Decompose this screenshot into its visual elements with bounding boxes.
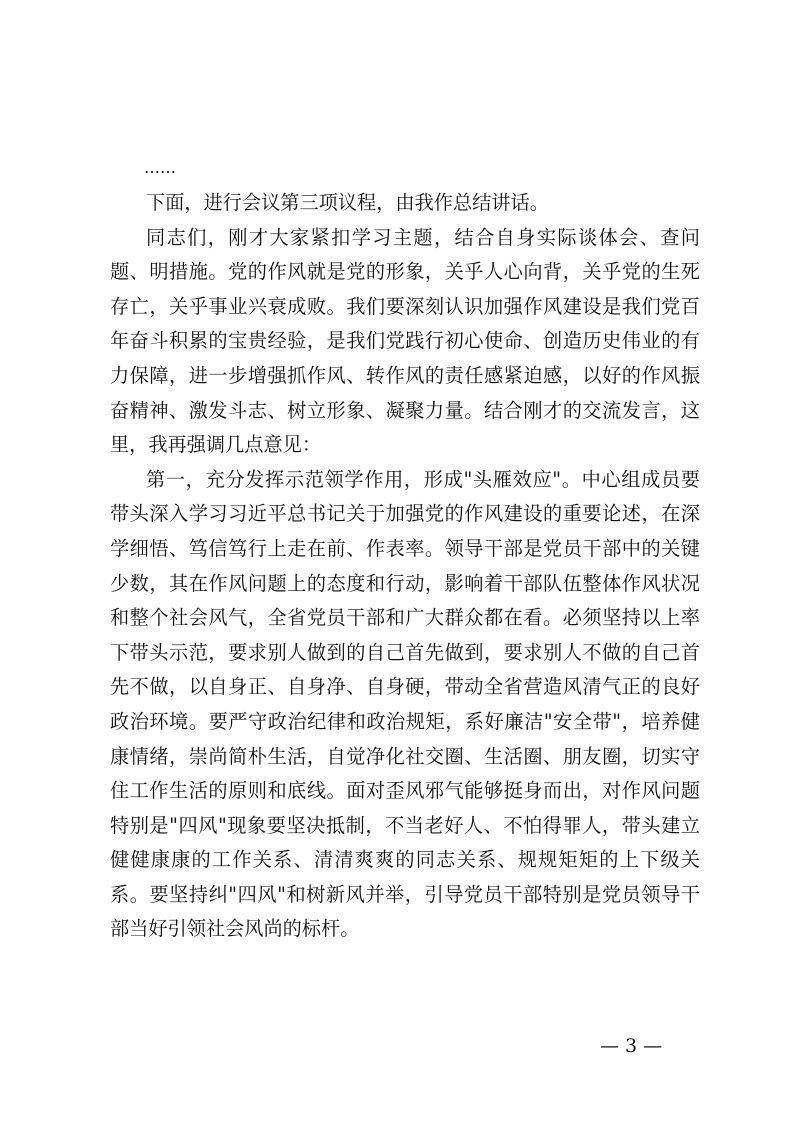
paragraph-opening-remarks: 同志们，刚才大家紧扣学习主题，结合自身实际谈体会、查问题、明措施。党的作风就是党的形象，关乎人心向背，关乎党的生死存亡，关乎事业兴衰成败。我们要深刻认识加强作风建设是我们党百年奋斗积累的宝贵经验，是我们党践行初心使命、创造历史伟业的有力保障，进一步增强抓作风、转作风的责任感紧迫感，以好的作风振奋精神、激发斗志、树立形象、凝聚力量。结合刚才的交流发言，这里，我再强调几点意见： xyxy=(110,225,700,457)
page-number: — 3 — xyxy=(600,1035,663,1057)
document-body xyxy=(110,152,700,947)
paragraph-point-one: 第一，充分发挥示范领学作用，形成"头雁效应"。中心组成员要带头深入学习习近平总书记关于加强党的作风建设的重要论述，在深学细悟、笃信笃行上走在前、作表率。领导干部是党员干部中的关键少数，其在作风问题上的态度和行动，影响着干部队伍整体作风状况和整个社会风气，全省党员干部和广大群众都在看。必须坚持以上率下带头示范，要求别人做到的自己首先做到，要求别人不做的自己首先不做，以自身正、自身净、自身硬，带动全省营造风清气正的良好政治环境。要严守政治纪律和政治规矩，系好廉洁"安全带"，培养健康情绪，崇尚简朴生活，自觉净化社交圈、生活圈、朋友圈，切实守住工作生活的原则和底线。面对歪风邪气能够挺身而出，对作风问题特别是"四风"现象要坚决抵制，不当老好人、不怕得罪人，带头建立健健康康的工作关系、清清爽爽的同志关系、规规矩矩的上下级关系。要坚持纠"四风"和树新风并举，引导党员干部特别是党员领导干部当好引领社会风尚的标杆。 xyxy=(110,467,700,941)
paragraph-agenda-intro: 下面，进行会议第三项议程，由我作总结讲话。 xyxy=(146,191,549,214)
ellipsis-text: …… xyxy=(144,158,176,177)
